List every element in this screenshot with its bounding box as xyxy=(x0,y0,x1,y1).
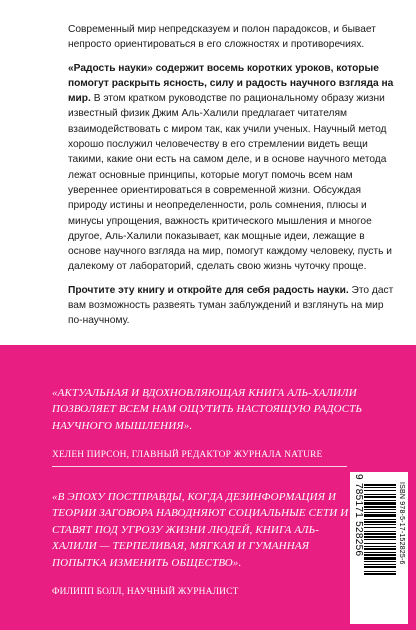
call-to-action-body: Это даст вам возможность развеять туман заблуждений и взглянуть на мир по-научному. xyxy=(68,284,394,327)
barcode-digits: 9 785171 528256 xyxy=(353,474,364,557)
quote-divider xyxy=(52,466,347,467)
summary-paragraph xyxy=(68,61,394,275)
quote-author: ФИЛИПП БОЛЛ, НАУЧНЫЙ ЖУРНАЛИСТ xyxy=(52,587,239,598)
isbn-label: ISBN 978-5-17-152825-6 xyxy=(398,482,405,565)
publisher-website: www.ast.ru xyxy=(393,580,402,622)
intro-paragraph: Современный мир непредсказуем и полон парадоксов, и бывает непросто ориентироваться в его сложностях и противоречиях. xyxy=(68,24,376,51)
call-to-action-lead: Прочтите эту книгу и откройте для себя радость науки. xyxy=(68,284,349,296)
review-quote-2 xyxy=(52,489,352,597)
quote-text: «В ЭПОХУ ПОСТПРАВДЫ, КОГДА ДЕЗИНФОРМАЦИЯ И ТЕОРИИ ЗАГОВОРА НАВОДНЯЮТ СОЦИАЛЬНЫЕ СЕТИ И СТАВЯТ ПОД УГРОЗУ ЖИЗНИ ЛЮДЕЙ, КНИГА АЛЬ-ХАЛИЛИ — ТЕРПЕЛИВАЯ, МЯГКАЯ И ГУМАННАЯ ПОПЫТКА ИЗМЕНИТЬ ОБЩЕСТВО». xyxy=(52,491,349,569)
barcode-bars xyxy=(364,484,396,614)
quote-author: ХЕЛЕН ПИРСОН, ГЛАВНЫЙ РЕДАКТОР ЖУРНАЛА NATURE xyxy=(52,450,323,461)
summary-lead: «Радость науки» содержит восемь коротких уроков, которые помогут раскрыть ясность, силу и радость научного взгляда на мир. xyxy=(68,62,394,105)
summary-body: В этом кратком руководстве по рациональному образу жизни известный физик Джим Аль-Халили предлагает читателям взаимодействовать с миром так, как учили ученых. Научный метод хорошо послужил человечеству в его стремлении видеть вещи такими, какие они есть на самом деле, и в основе научного метода лежат основные принципы, которые могут помочь всем нам увереннее ориентироваться в современной жизни. Обсуждая природу истины и неопределенности, роль сомнения, плюсы и минусы упрощения, важность критического мышления и многое другое, Аль-Халили показывает, как мощные идеи, лежащие в основе научного взгляда на мир, помогут каждому человеку, пусть и далекому от лабораторий, сделать свою жизнь чуточку проще. xyxy=(68,93,392,273)
review-quote-1 xyxy=(52,385,377,460)
quote-text: «АКТУАЛЬНАЯ И ВДОХНОВЛЯЮЩАЯ КНИГА АЛЬ-ХАЛИЛИ ПОЗВОЛЯЕТ ВСЕМ НАМ ОЩУТИТЬ НАСТОЯЩУЮ РАДОСТЬ НАУЧНОГО МЫШЛЕНИЯ». xyxy=(52,387,363,432)
call-to-action-paragraph xyxy=(68,283,394,329)
